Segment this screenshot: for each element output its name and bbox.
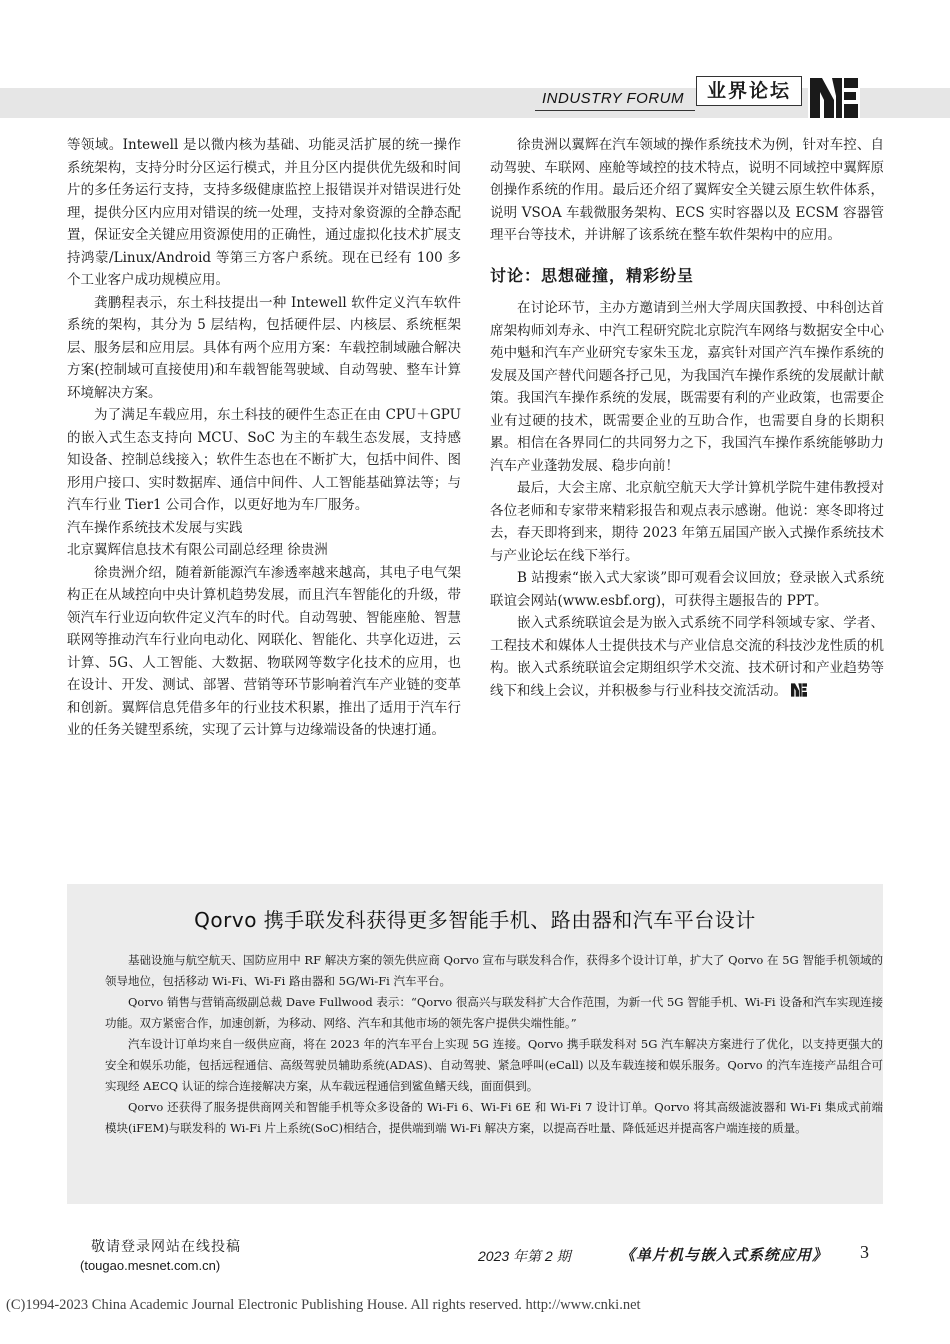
right-column [490, 134, 884, 702]
page-number: 3 [860, 1242, 869, 1262]
news-box-body [105, 950, 883, 1139]
journal-mark-icon [808, 74, 860, 122]
footer-issue: 2023 年第 2 期 [478, 1248, 571, 1264]
footer-submit-text: 敬请登录网站在线投稿 [91, 1239, 241, 1255]
right-paragraph-4: B 站搜索“嵌入式大家谈”即可观看会议回放；登录嵌入式系统联谊会网站(www.esbf.org)，可获得主题报告的 PPT。 [490, 570, 884, 609]
left-paragraph-4: 徐贵洲介绍，随着新能源汽车渗透率越来越高，其电子电气架构正在从域控向中央计算机趋势发展，而且汽车智能化的升级，带领汽车行业迈向软件定义汽车的时代。自动驾驶、智能座舱、智慧联网等推动汽车行业向电动化、网联化、智能化、共享化迈进，云计算、5G、人工智能、大数据、物联网等数字化技术的应用，也在设计、开发、测试、部署、营销等环节影响着汽车产业链的变革和创新。翼辉信息凭借多年的行业技术积累，推出了适用于汽车行业的任务关键型系统，实现了云计算与边缘端设备的快速打通。 [67, 564, 461, 738]
section-heading: 讨论：思想碰撞，精彩纷呈 [490, 265, 695, 285]
news-paragraph-4: Qorvo 还获得了服务提供商网关和智能手机等众多设备的 Wi-Fi 6、Wi-Fi 6E 和 Wi-Fi 7 设计订单。Qorvo 将其高级滤波器和 Wi-Fi 集成式前端模块(iFEM)与联发科的 Wi-Fi 片上系统(SoC)相结合，提供端到端 Wi-Fi 解决方案，以提高吞吐量、降低延迟并提高客户端连接的质量。 [105, 1100, 883, 1135]
header-forum-en: INDUSTRY FORUM [542, 90, 684, 107]
right-paragraph-5-text: 嵌入式系统联谊会是为嵌入式系统不同学科领域专家、学者、工程技术和媒体人士提供技术与产业信息交流的科技沙龙性质的机构。嵌入式系统联谊会定期组织学术交流、技术研讨和产业趋势等线下和线上会议，并积极参与行业科技交流活动。 [490, 615, 884, 699]
news-paragraph-1: 基础设施与航空航天、国防应用中 RF 解决方案的领先供应商 Qorvo 宣布与联发科合作，获得多个设计订单，扩大了 Qorvo 在 5G 智能手机领域的领导地位，包括移动 Wi-Fi、Wi-Fi 路由器和 5G/Wi-Fi 汽车平台。 [105, 953, 883, 988]
left-paragraph-3: 为了满足车载应用，东土科技的硬件生态正在由 CPU＋GPU 的嵌入式生态支持向 MCU、SoC 为主的车载生态发展，支持感知设备、控制总线接入；软件生态也在不断扩大，包括中间件、图形用户接口、实时数据库、通信中间件、人工智能基础算法等；与汽车行业 Tier1 公司合作，以更好地为车厂服务。 [67, 407, 461, 513]
end-mark-icon [790, 682, 808, 698]
right-paragraph-2: 在讨论环节，主办方邀请到兰州大学周庆国教授、中科创达首席架构师刘寿永、中汽工程研究院北京院汽车网络与数据安全中心苑中魁和汽车产业研究专家朱玉龙，嘉宾针对国产汽车操作系统的发展及国产替代问题各抒己见，为我国汽车操作系统的发展献计献策。我国汽车操作系统的发展，既需要有利的产业政策，也需要企业有过硬的技术，既需要企业的互助合作，也需要自身的长期积累。相信在各界同仁的共同努力之下，我国汽车操作系统能够助力汽车产业蓬勃发展、稳步向前！ [490, 300, 884, 474]
news-paragraph-3: 汽车设计订单均来自一级供应商，将在 2023 年的汽车平台上实现 5G 连接。Qorvo 携手联发科对 5G 汽车解决方案进行了优化，以支持更强大的安全和娱乐功能，包括远程通信、高级驾驶员辅助系统(ADAS)、自动驾驶、紧急呼叫(eCall) 以及车载连接和娱乐服务。Qorvo 的汽车连接产品组合可实现经 AECQ 认证的综合连接解决方案，从车载远程通信到鲨鱼鳍天线，面面俱到。 [105, 1037, 883, 1093]
copyright-line: (C)1994-2023 China Academic Journal Electronic Publishing House. All rights reserved. http://www.cnki.net [6, 1297, 641, 1313]
news-box [67, 884, 883, 1204]
right-paragraph-1: 徐贵洲以翼辉在汽车领域的操作系统技术为例，针对车控、自动驾驶、车联网、座舱等域控的技术特点，说明不同域控中翼辉原创操作系统的作用。最后还介绍了翼辉安全关键云原生软件体系，说明 VSOA 车载微服务架构、ECS 实时容器以及 ECSM 容器管理平台等技术，并讲解了该系统在整车软件架构中的应用。 [490, 137, 884, 243]
left-paragraph-2: 龚鹏程表示，东土科技提出一种 Intewell 软件定义汽车软件系统的架构，其分为 5 层结构，包括硬件层、内核层、系统框架层、服务层和应用层。具体有两个应用方案：车载控制域融合解决方案(控制域可直接使用)和车载智能驾驶域、自动驾驶、整车计算环境解决方案。 [67, 294, 461, 401]
header-forum-cn: 业界论坛 [696, 76, 802, 106]
right-paragraph-3: 最后，大会主席、北京航空航天大学计算机学院牛建伟教授对各位老师和专家带来精彩报告和观点表示感谢。他说：寒冬即将过去，春天即将到来，期待 2023 年第五届国产嵌入式操作系统技术与产业论坛在线下举行。 [490, 480, 884, 564]
header-underline [535, 110, 695, 111]
footer-submit-url[interactable]: (tougao.mesnet.com.cn) [80, 1258, 221, 1273]
news-paragraph-2: Qorvo 销售与营销高级副总裁 Dave Fullwood 表示：“Qorvo 很高兴与联发科扩大合作范围，为新一代 5G 智能手机、Wi-Fi 设备和汽车实现连接功能。双方紧密合作，加速创新，为移动、网络、汽车和其他市场的领先客户提供尖端性能。” [105, 995, 883, 1030]
subhead-title: 汽车操作系统技术发展与实践 [67, 519, 243, 536]
left-paragraph-1: 等领域。Intewell 是以微内核为基础、功能灵活扩展的统一操作系统架构，支持分时分区运行模式，并且分区内提供优先级和时间片的多任务运行支持，支持多级健康监控上报错误并对错误进行处理，提供分区内应用对错误的统一处理，支持对象资源的全静态配置，保证安全关键应用资源使用的正确性，通过虚拟化技术扩展支持鸿蒙/Linux/Android 等第三方客户系统。现在已经有 100 多个工业客户成功规模应用。 [67, 137, 461, 288]
news-box-title: Qorvo 携手联发科获得更多智能手机、路由器和汽车平台设计 [194, 908, 756, 932]
left-column [67, 134, 461, 742]
right-paragraph-5 [490, 612, 884, 702]
subhead-speaker: 北京翼辉信息技术有限公司副总经理 徐贵洲 [67, 542, 328, 558]
footer-journal-title: 《单片机与嵌入式系统应用》 [620, 1246, 829, 1264]
